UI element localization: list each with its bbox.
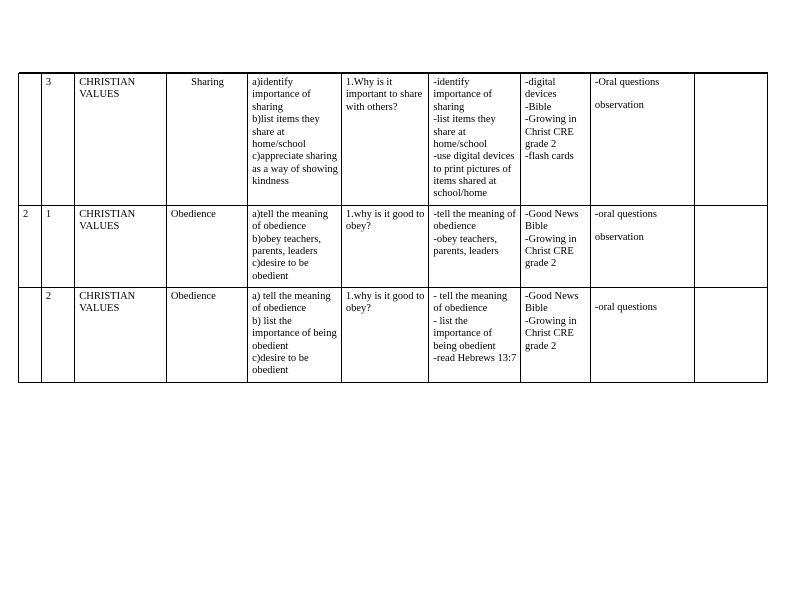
- cell-lesson: [41, 205, 74, 287]
- cell-resources: [521, 205, 591, 287]
- learning-experience-item: -obey teachers, parents, leaders: [433, 233, 499, 257]
- cell-outcomes: [248, 74, 342, 206]
- cell-assessment: [590, 74, 694, 206]
- strand-value: CHRISTIAN VALUES: [79, 77, 136, 101]
- cell-substrand: [166, 205, 247, 287]
- resource-item: -Bible: [525, 101, 552, 113]
- resource-item: -flash cards: [525, 151, 574, 163]
- cell-learning-experiences: [429, 205, 521, 287]
- cell-learning-experiences: [429, 288, 521, 383]
- cell-reflection: [695, 205, 768, 287]
- substrand-value: Obedience: [170, 291, 216, 302]
- cell-outcomes: [248, 288, 342, 383]
- strand-value: CHRISTIAN VALUES: [79, 291, 136, 315]
- assessment-item: observation: [594, 232, 644, 244]
- cell-strand: [75, 74, 167, 206]
- assessment-gap: [595, 89, 691, 100]
- lesson-value: 3: [45, 77, 52, 88]
- cell-week: [19, 205, 42, 287]
- cell-lesson: [41, 74, 74, 206]
- cell-assessment: [590, 288, 694, 383]
- lesson-value: 2: [45, 291, 52, 302]
- learning-experience-item: -list items they share at home/school: [433, 114, 496, 150]
- learning-experience-item: -tell the meaning of obedience: [433, 208, 516, 233]
- assessment-gap: [595, 291, 691, 302]
- assessment-gap: [595, 221, 691, 232]
- key-inquiry-item: 1.why is it good to obey?: [345, 291, 425, 315]
- learning-experience-item: - tell the meaning of obedience: [433, 291, 508, 315]
- cell-strand: [75, 288, 167, 383]
- cell-key-inquiry: [341, 288, 429, 383]
- substrand-value: Obedience: [170, 208, 216, 220]
- cell-outcomes: [248, 205, 342, 287]
- cell-assessment: [590, 205, 694, 287]
- cell-substrand: [166, 74, 247, 206]
- cell-resources: [521, 288, 591, 383]
- table-row: [19, 288, 768, 383]
- cell-reflection: [695, 74, 768, 206]
- scheme-of-work-table: [18, 72, 768, 383]
- outcome-item: b) list the importance of being obedient: [252, 315, 337, 352]
- lesson-value: 1: [45, 208, 52, 220]
- cell-learning-experiences: [429, 74, 521, 206]
- learning-experience-item: -use digital devices to print pictures of items shared at school/home: [433, 151, 515, 200]
- resource-item: -Growing in Christ CRE grade 2: [525, 114, 577, 150]
- cell-lesson: [41, 288, 74, 383]
- key-inquiry-item: 1.why is it good to obey?: [345, 208, 425, 233]
- cell-reflection: [695, 288, 768, 383]
- key-inquiry-item: 1.Why is it important to share with others?: [345, 77, 423, 113]
- learning-experience-item: -identify importance of sharing: [433, 77, 492, 113]
- resource-item: -Good News Bible: [525, 208, 579, 233]
- resource-item: -Good News Bible: [525, 291, 579, 315]
- outcome-item: a)tell the meaning of obedience: [252, 208, 328, 233]
- cell-substrand: [166, 288, 247, 383]
- week-value: 2: [23, 208, 29, 220]
- outcome-item: b)list items they share at home/school: [252, 114, 320, 150]
- assessment-item: observation: [594, 100, 644, 112]
- cell-strand: [75, 205, 167, 287]
- cell-key-inquiry: [341, 205, 429, 287]
- resource-item: -Growing in Christ CRE grade 2: [525, 315, 577, 352]
- learning-experience-item: -read Hebrews 13:7: [433, 352, 517, 364]
- outcome-item: a)identify importance of sharing: [252, 77, 311, 113]
- learning-experience-item: - list the importance of being obedient: [433, 315, 496, 352]
- strand-value: CHRISTIAN VALUES: [79, 208, 136, 233]
- resource-item: -digital devices: [525, 77, 557, 101]
- outcome-item: c)desire to be obedient: [252, 258, 309, 282]
- outcome-item: a) tell the meaning of obedience: [252, 291, 331, 315]
- assessment-item: -oral questions: [594, 208, 657, 220]
- table-row: [19, 74, 768, 206]
- cell-resources: [521, 74, 591, 206]
- resource-item: -Growing in Christ CRE grade 2: [525, 233, 577, 270]
- outcome-item: b)obey teachers, parents, leaders: [252, 233, 321, 257]
- substrand-value: Sharing: [191, 77, 224, 88]
- cell-week: [19, 288, 42, 383]
- assessment-item: -Oral questions: [594, 77, 660, 88]
- assessment-item: -oral questions: [594, 302, 657, 313]
- cell-key-inquiry: [341, 74, 429, 206]
- cell-week: [19, 74, 42, 206]
- outcome-item: c)appreciate sharing as a way of showing kindness: [252, 151, 338, 187]
- outcome-item: c)desire to be obedient: [252, 352, 309, 377]
- table-row: [19, 205, 768, 287]
